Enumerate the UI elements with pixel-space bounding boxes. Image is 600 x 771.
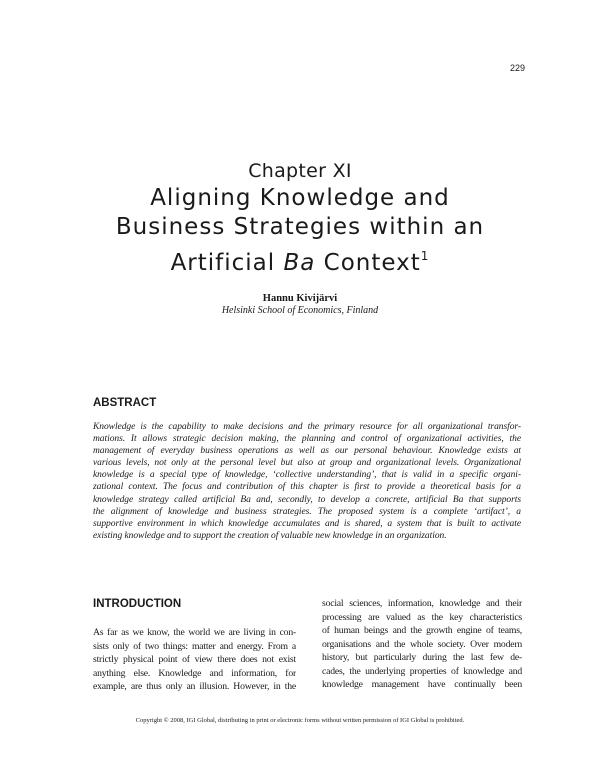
author-affiliation: Helsinki School of Economics, Finland (221, 305, 379, 316)
abstract-heading: ABSTRACT (93, 397, 157, 409)
body-line: anything else. Knowledge and information, for (93, 667, 296, 679)
body-line: sists only of two things: matter and energy. From a (93, 640, 296, 652)
abstract-line: Knowledge is the capability to make decisions and the primary resource for all organizational transfor- (93, 422, 521, 432)
footnote-marker: 1 (420, 249, 430, 263)
body-line: organisations and the whole society. Over modern (322, 638, 522, 650)
abstract-line: mations. It allows strategic decision making, the planning and control of organizational activities, the (93, 434, 521, 445)
abstract-line: the alignment of knowledge and business strategies. The proposed system is a complete ‘artifact’, a (93, 506, 521, 517)
abstract-line: existing knowledge and to support the creation of valuable new knowledge in an organization. (93, 530, 447, 541)
introduction-heading: INTRODUCTION (93, 598, 182, 610)
abstract-line: supportive environment in which knowledge accumulates and is shared, a system that is built to activate (93, 518, 521, 529)
body-line: history, but particularly during the last few de- (322, 652, 522, 663)
body-line: of human beings and the growth engine of teams, (322, 625, 522, 636)
body-line: knowledge management have continually been (322, 679, 522, 690)
body-line: strictly physical point of view there does not exist (93, 654, 296, 665)
chapter-title-italic-ba: Ba (283, 250, 316, 276)
chapter-title-line-3 (0, 242, 600, 278)
body-line: As far as we know, the world we are living in con- (93, 627, 296, 638)
introduction-left-column (93, 626, 296, 694)
body-line: cades, the underlying properties of knowledge and (322, 665, 522, 677)
abstract-line: zational context. The focus and contribution of this chapter is first to provide a theoretical basis for a (93, 482, 521, 493)
abstract-text (93, 421, 521, 542)
abstract-line: management of everyday business operations as well as our personal behaviour. Knowledge exists at (93, 446, 521, 457)
abstract-line: various levels, not only at the personal level but also at group and organizational levels. Organizational (93, 458, 521, 469)
abstract-line: knowledge strategy called artificial Ba and, secondly, to develop a concrete, artificial Ba that supports (93, 494, 521, 505)
chapter-title-line-2: Business Strategies within an (115, 214, 485, 240)
chapter-title-line-3-start: Artificial (170, 250, 284, 276)
author-name: Hannu Kivijärvi (262, 293, 338, 304)
introduction-right-column (322, 597, 522, 692)
copyright-notice: Copyright © 2008, IGI Global, distributing in print or electronic forms without written permission of IGI Global is prohibited. (135, 717, 465, 724)
abstract-line: knowledge is a special type of knowledge, ‘collective understanding’, that is valid in a specific organi- (93, 470, 521, 481)
chapter-title (0, 184, 600, 278)
chapter-label: Chapter XI (248, 160, 352, 182)
body-line: example, are thus only an illusion. However, in the (93, 681, 296, 692)
chapter-title-line-3-end: Context (315, 250, 421, 276)
body-line: processing are valued as the key characteristics (322, 611, 522, 623)
body-line: social sciences, information, knowledge and their (322, 598, 522, 609)
chapter-title-line-1: Aligning Knowledge and (150, 185, 450, 211)
page-number: 229 (509, 63, 525, 73)
